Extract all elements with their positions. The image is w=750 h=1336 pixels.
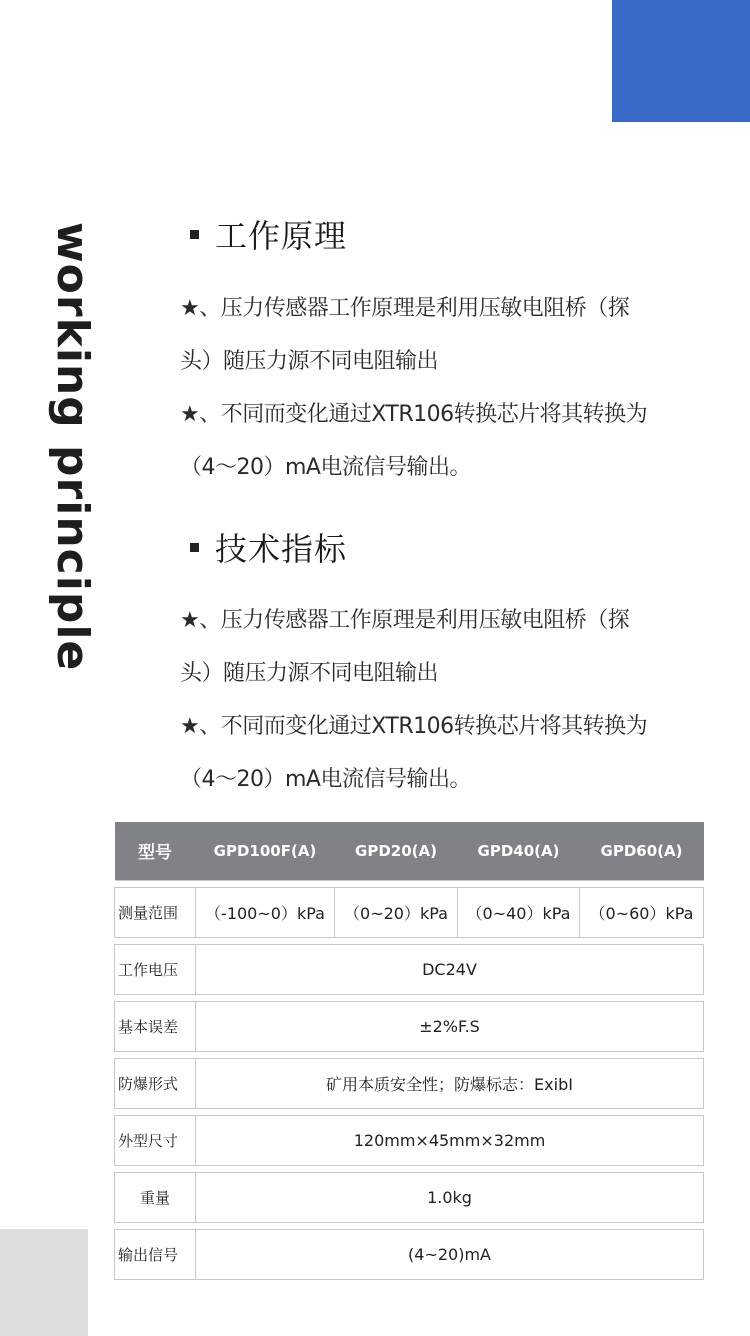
- text-line: 头）随压力源不同电阻输出: [180, 349, 439, 374]
- text-line: ★、不同而变化通过XTR106转换芯片将其转换为: [180, 714, 648, 739]
- table-cell: （-100~0）kPa: [196, 887, 335, 937]
- row-spacer: [115, 880, 704, 887]
- square-bullet-icon: [190, 543, 199, 552]
- blue-accent-block: [612, 0, 750, 122]
- header-cell: 型号: [115, 822, 196, 880]
- table-row: [115, 1229, 704, 1279]
- table-row: [115, 887, 704, 937]
- header-cell: GPD100F(A): [196, 822, 335, 880]
- row-label: 基本误差: [115, 1001, 196, 1051]
- text-line: （4～20）mA电流信号输出。: [180, 767, 471, 792]
- section-tech-spec-text: [180, 594, 700, 806]
- vertical-title: working principle: [47, 222, 98, 672]
- table-cell: 120mm×45mm×32mm: [196, 1115, 704, 1165]
- table-cell: （0~20）kPa: [335, 887, 458, 937]
- table-row: [115, 1058, 704, 1108]
- table-row: [115, 1172, 704, 1222]
- row-spacer: [115, 1051, 704, 1058]
- text-line: ★、压力传感器工作原理是利用压敏电阻桥（探: [180, 296, 630, 321]
- table-cell: ±2%F.S: [196, 1001, 704, 1051]
- row-label: 防爆形式: [115, 1058, 196, 1108]
- table-header-row: [115, 822, 704, 880]
- row-spacer: [115, 994, 704, 1001]
- table-cell: （0~60）kPa: [580, 887, 704, 937]
- row-spacer: [115, 1222, 704, 1229]
- spec-table: [114, 822, 704, 1280]
- text-line: ★、压力传感器工作原理是利用压敏电阻桥（探: [180, 608, 630, 633]
- table-cell: DC24V: [196, 944, 704, 994]
- row-label: 工作电压: [115, 944, 196, 994]
- row-label: 测量范围: [115, 887, 196, 937]
- row-spacer: [115, 937, 704, 944]
- row-label: 重量: [115, 1172, 196, 1222]
- row-spacer: [115, 1165, 704, 1172]
- row-spacer: [115, 1108, 704, 1115]
- text-line: ★、不同而变化通过XTR106转换芯片将其转换为: [180, 402, 648, 427]
- section-working-principle-text: [180, 282, 700, 494]
- row-label: 外型尺寸: [115, 1115, 196, 1165]
- text-line: （4～20）mA电流信号输出。: [180, 455, 471, 480]
- square-bullet-icon: [190, 230, 199, 239]
- table-cell: 1.0kg: [196, 1172, 704, 1222]
- section-title: 工作原理: [215, 217, 348, 255]
- table-cell: （0~40）kPa: [458, 887, 580, 937]
- section-title: 技术指标: [215, 530, 348, 568]
- header-cell: GPD20(A): [335, 822, 458, 880]
- section-tech-spec-heading: [190, 525, 710, 569]
- table-row: [115, 1115, 704, 1165]
- header-cell: GPD40(A): [458, 822, 580, 880]
- text-line: 头）随压力源不同电阻输出: [180, 661, 439, 686]
- table-cell: (4~20)mA: [196, 1229, 704, 1279]
- gray-accent-block: [0, 1229, 88, 1336]
- header-cell: GPD60(A): [580, 822, 704, 880]
- table-cell: 矿用本质安全性；防爆标志：ExibI: [196, 1058, 704, 1108]
- row-label: 输出信号: [115, 1229, 196, 1279]
- table-row: [115, 1001, 704, 1051]
- section-working-principle-heading: [190, 212, 710, 256]
- table-row: [115, 944, 704, 994]
